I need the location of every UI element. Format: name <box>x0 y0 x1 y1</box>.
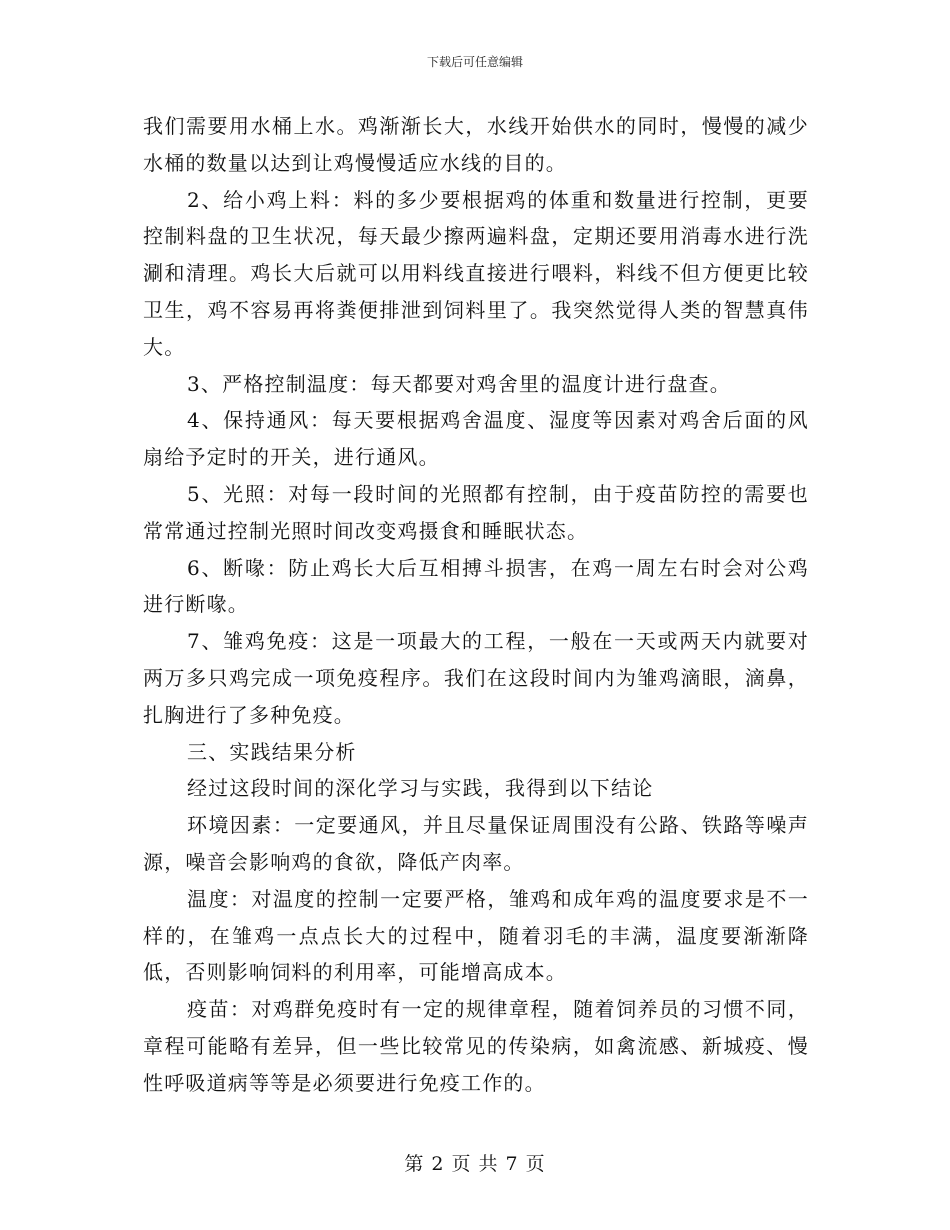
paragraph-feeding: 2、给小鸡上料：料的多少要根据鸡的体重和数量进行控制，更要控制料盘的卫生状况，每天最少擦两遍料盘，定期还要用消毒水进行洗涮和清理。鸡长大后就可以用料线直接进行喂料，料线不但方便更比较卫生，鸡不容易再将粪便排泄到饲料里了。我突然觉得人类的智慧真伟大。 <box>143 187 809 359</box>
paragraph-temperature-control: 3、严格控制温度：每天都要对鸡舍里的温度计进行盘查。 <box>187 371 731 396</box>
section-heading-results: 三、实践结果分析 <box>187 739 357 764</box>
paragraph-environment: 环境因素：一定要通风，并且尽量保证周围没有公路、铁路等噪声源，噪音会影响鸡的食欲，降低产肉率。 <box>143 813 809 874</box>
paragraph-beak-trimming: 6、断喙：防止鸡长大后互相搏斗损害，在鸡一周左右时会对公鸡进行断喙。 <box>143 555 809 617</box>
paragraph-temperature: 温度：对温度的控制一定要严格，雏鸡和成年鸡的温度要求是不一样的，在雏鸡一点点长大的过程中，随着羽毛的丰满，温度要渐渐降低，否则影响饲料的利用率，可能增高成本。 <box>143 886 809 985</box>
paragraph-chick-immunization: 7、雏鸡免疫：这是一项最大的工程，一般在一天或两天内就要对两万多只鸡完成一项免疫程序。我们在这段时间内为雏鸡滴眼，滴鼻，扎胸进行了多种免疫。 <box>143 629 809 727</box>
page-number-footer: 第 2 页 共 7 页 <box>404 1153 546 1175</box>
paragraph-conclusion-intro: 经过这段时间的深化学习与实践，我得到以下结论 <box>187 776 654 801</box>
paragraph-ventilation: 4、保持通风：每天要根据鸡舍温度、湿度等因素对鸡舍后面的风扇给予定时的开关，进行通风。 <box>143 408 809 470</box>
document-body <box>143 108 809 1102</box>
paragraph-lighting: 5、光照：对每一段时间的光照都有控制，由于疫苗防控的需要也常常通过控制光照时间改变鸡摄食和睡眠状态。 <box>143 481 809 543</box>
paragraph-water-supply: 我们需要用水桶上水。鸡渐渐长大，水线开始供水的同时，慢慢的减少水桶的数量以达到让鸡慢慢适应水线的目的。 <box>143 114 809 175</box>
page-header: 下载后可任意编辑 <box>426 55 523 69</box>
paragraph-vaccines: 疫苗：对鸡群免疫时有一定的规律章程，随着饲养员的习惯不同，章程可能略有差异，但一些比较常见的传染病，如禽流感、新城疫、慢性呼吸道病等等是必须要进行免疫工作的。 <box>143 997 809 1095</box>
